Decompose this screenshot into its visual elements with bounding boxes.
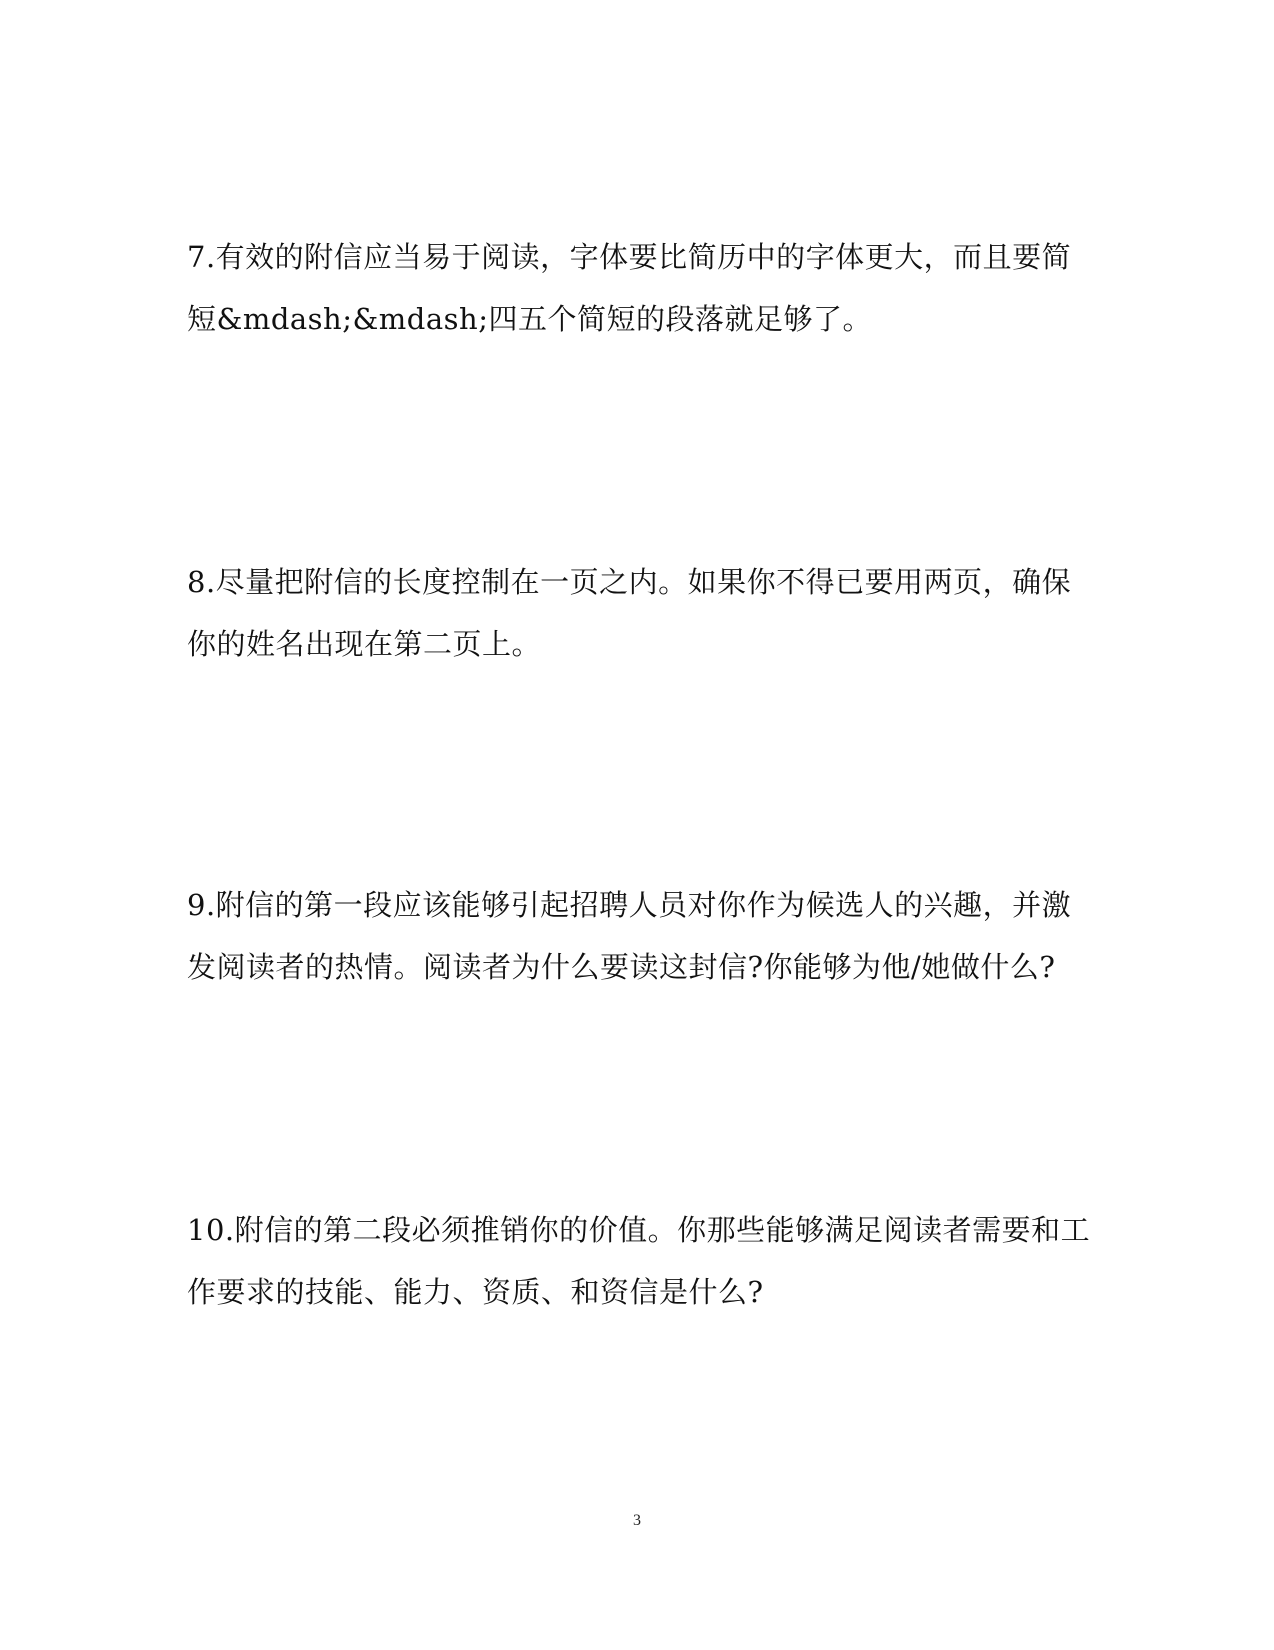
tip-paragraph-7	[187, 226, 1087, 350]
tip-10-line-1: 10.附信的第二段必须推销你的价值。你那些能够满足阅读者需要和工	[187, 1213, 1091, 1247]
tip-paragraph-9	[187, 874, 1087, 998]
tip-9-line-1: 9.附信的第一段应该能够引起招聘人员对你作为候选人的兴趣，并激	[187, 888, 1072, 922]
page-number: 3	[633, 1512, 641, 1529]
tip-7-line-1: 7.有效的附信应当易于阅读，字体要比简历中的字体更大，而且要简	[187, 240, 1072, 274]
tip-7-line-2: 短&mdash;&mdash;四五个简短的段落就足够了。	[187, 302, 872, 336]
tip-9-line-2: 发阅读者的热情。阅读者为什么要读这封信?你能够为他/她做什么?	[187, 950, 1056, 984]
tip-8-line-1: 8.尽量把附信的长度控制在一页之内。如果你不得已要用两页，确保	[187, 565, 1072, 599]
tip-paragraph-10	[187, 1199, 1091, 1323]
tip-paragraph-8	[187, 551, 1087, 675]
tip-10-line-2: 作要求的技能、能力、资质、和资信是什么?	[187, 1275, 764, 1309]
tip-8-line-2: 你的姓名出现在第二页上。	[187, 627, 542, 661]
